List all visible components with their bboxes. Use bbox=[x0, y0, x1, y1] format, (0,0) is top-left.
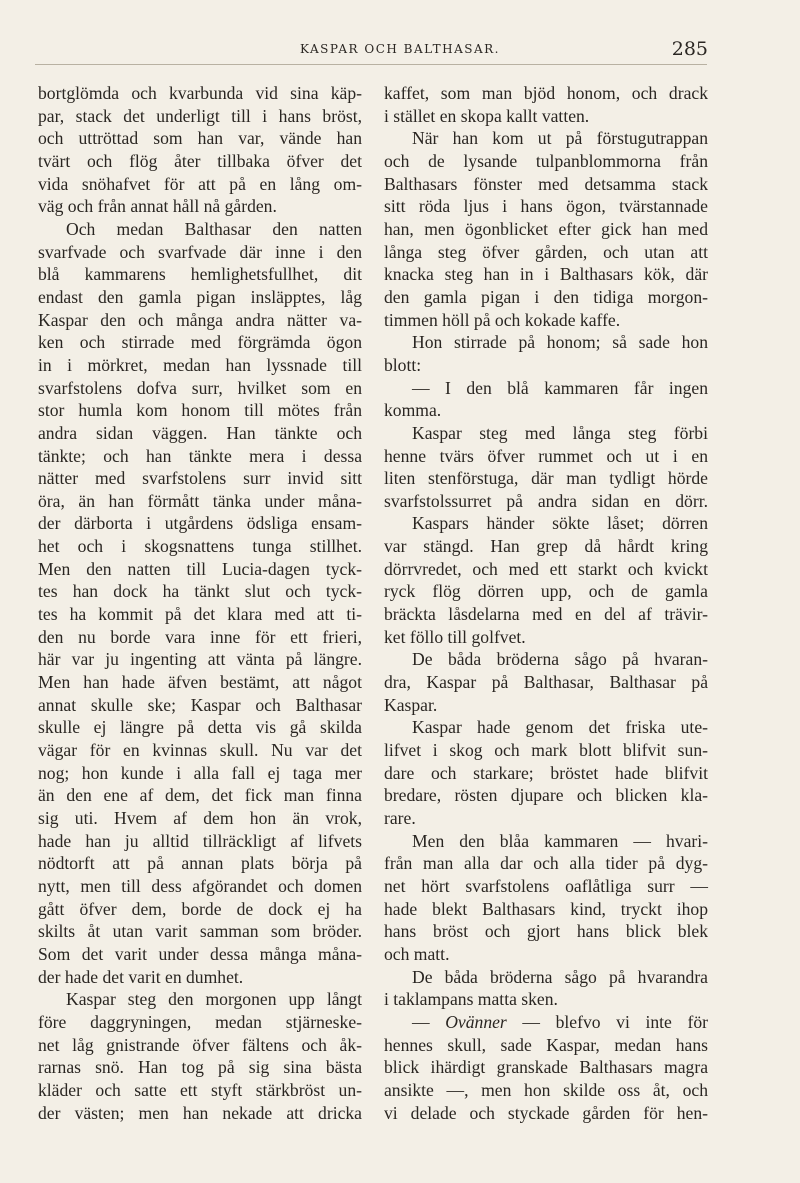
text-line: De båda bröderna sågo på hvaran- bbox=[412, 649, 708, 670]
text-line: svarfstolssurret på andra sidan en dörr. bbox=[384, 490, 708, 511]
text-line: öra, än han förmått tänka under måna- bbox=[38, 490, 362, 511]
text-line: dra, Kaspar på Balthasar, Balthasar på bbox=[384, 672, 708, 693]
text-line: gått öfver dem, borde de dock ej ha bbox=[38, 898, 362, 919]
text-line: Kaspar steg den morgonen upp långt bbox=[66, 989, 362, 1010]
text-line: i taklampans matta sken. bbox=[384, 989, 558, 1010]
text-line: från man alla dar och alla tider på dyg- bbox=[384, 853, 708, 874]
text-line: — I den blå kammaren får ingen bbox=[412, 377, 708, 398]
text-line: den nu borde vara inne för ett frieri, bbox=[38, 626, 362, 647]
text-line: än den ene af dem, det fick man finna bbox=[38, 785, 362, 806]
text-line: ansikte —, men hon skilde oss åt, och bbox=[384, 1079, 708, 1100]
text-line: nödtorft att på annan plats börja på bbox=[38, 853, 362, 874]
text-line: Men den blåa kammaren — hvari- bbox=[412, 830, 708, 851]
text-line: blick ihärdigt granskade Balthasars magra bbox=[384, 1057, 708, 1078]
text-line: hade han ju alltid tillräckligt af lifvets bbox=[38, 830, 362, 851]
page-number: 285 bbox=[671, 38, 708, 60]
text-line: tes han dock ha tänkt slut och tyck- bbox=[38, 581, 362, 602]
text-line-dash: — bbox=[412, 1011, 446, 1032]
italic-word: Ovänner bbox=[445, 1011, 507, 1032]
text-line: kaffet, som man bjöd honom, och drack bbox=[384, 83, 708, 103]
text-line: Men han hade äfven bestämt, att något bbox=[38, 672, 362, 693]
text-line: endast den gamla pigan insläpptes, låg bbox=[38, 286, 362, 307]
text-line: komma. bbox=[384, 400, 442, 421]
text-line: vida snöhafvet för att på en lång om- bbox=[38, 173, 362, 194]
text-line: kläder och satte ett styft stärkbröst un- bbox=[38, 1079, 362, 1100]
text-line: dare och starkare; bröstet hade blifvit bbox=[384, 762, 708, 783]
text-line: vi delade och styckade gården för hen- bbox=[384, 1102, 708, 1123]
text-line: hennes skull, sade Kaspar, medan hans bbox=[384, 1034, 708, 1055]
text-line: De båda bröderna sågo på hvarandra bbox=[412, 966, 708, 987]
text-line: par, stack det underligt till i hans bröst, bbox=[38, 105, 362, 126]
text-line: tvärt och flög åter tillbaka öfver det bbox=[38, 150, 362, 171]
text-line: nätter med svarfstolens surr invid sitt bbox=[38, 468, 362, 489]
text-line: nytt, men till dess afgörandet och domen bbox=[38, 875, 362, 896]
text-line: sitt röda ljus i hans ögon, tvärstannade bbox=[384, 196, 708, 217]
text-line: här var ju ingenting att vänta på längre. bbox=[38, 649, 362, 670]
text-line: vägar för en kvinnas skull. Nu var det bbox=[38, 740, 362, 761]
text-line: bredare, rösten djupare och blicken kla- bbox=[384, 785, 708, 806]
text-line: Kaspar hade genom det friska ute- bbox=[412, 717, 708, 738]
text-line: När han kom ut på förstugutrappan bbox=[412, 128, 708, 149]
text-line: före daggryningen, medan stjärneske- bbox=[38, 1011, 362, 1032]
text-line: hans bröst och gjort hans blick blek bbox=[384, 921, 708, 942]
text-line: Och medan Balthasar den natten bbox=[66, 218, 362, 239]
text-line: nog; hon kunde i alla fall ej taga mer bbox=[38, 762, 362, 783]
text-line: annat skulle ske; Kaspar och Balthasar bbox=[38, 694, 362, 715]
text-line: Balthasars fönster med detsamma stack bbox=[384, 173, 708, 194]
text-line: var stängd. Han grep då hårdt kring bbox=[384, 536, 708, 557]
text-line: Kaspar. bbox=[384, 694, 438, 715]
text-line: liten stenförstuga, där man tydligt hörde bbox=[384, 468, 708, 489]
text-line: Kaspar den och många andra nätter va- bbox=[38, 309, 362, 330]
text-line: der västen; men han nekade att dricka bbox=[38, 1102, 362, 1123]
text-line: ryck flög dörren upp, och de gamla bbox=[384, 581, 708, 602]
text-line: het och i skogsnattens tunga stillhet. bbox=[38, 536, 362, 557]
text-line: väg och från annat håll nå gården. bbox=[38, 196, 277, 217]
text-line: Hon stirrade på honom; så sade hon bbox=[412, 332, 708, 353]
text-line: rare. bbox=[384, 808, 416, 828]
text-line: Men den natten till Lucia-dagen tyck- bbox=[38, 558, 362, 579]
text-line-rest: — blefvo vi inte för bbox=[506, 1011, 708, 1032]
header-rule bbox=[35, 64, 707, 65]
text-line: tes ha kommit på det klara med att ti- bbox=[38, 604, 362, 625]
text-line: in i mörkret, medan han lyssnade till bbox=[38, 354, 362, 375]
text-line: Kaspar steg med långa steg förbi bbox=[412, 422, 708, 443]
text-line: Kaspars händer sökte låset; dörren bbox=[412, 513, 708, 534]
right-text-column bbox=[384, 82, 708, 1124]
text-line: han, men ögonblicket efter gick han med bbox=[384, 218, 708, 239]
text-line: och de lysande tulpanblommorna från bbox=[384, 150, 708, 171]
text-line: den gamla pigan i den tidiga morgon- bbox=[384, 286, 708, 307]
text-line: skilts åt utan varit samman som bröder. bbox=[38, 921, 362, 942]
text-line: stor humla kom honom till mötes från bbox=[38, 400, 362, 421]
text-line: knacka steg han in i Balthasars kök, där bbox=[384, 264, 708, 285]
text-line: svarfstolens dofva surr, hvilket som en bbox=[38, 377, 362, 398]
text-line: skulle ej längre på detta vis gå skilda bbox=[38, 717, 362, 738]
text-line: i stället en skopa kallt vatten. bbox=[384, 105, 590, 126]
text-line: ket föllo till golfvet. bbox=[384, 626, 526, 647]
text-line: rarnas snö. Han tog på sig sina bästa bbox=[38, 1057, 362, 1078]
left-text-column bbox=[38, 82, 362, 1124]
text-line: hade blekt Balthasars kind, tryckt ihop bbox=[384, 898, 708, 919]
text-line: svarfvade och svarfvade där inne i den bbox=[38, 241, 362, 262]
running-title: KASPAR OCH BALTHASAR. bbox=[300, 42, 500, 56]
text-line: och uttröttad som han var, vände han bbox=[38, 128, 362, 149]
text-line bbox=[384, 1011, 708, 1034]
text-line: blott: bbox=[384, 354, 422, 375]
text-line: blå kammarens hemlighetsfullhet, dit bbox=[38, 264, 362, 285]
text-line: andra sidan väggen. Han tänkte och bbox=[38, 422, 362, 443]
text-line: bräckta låsdelarna med en del af trävir- bbox=[384, 604, 708, 625]
text-line: net hört svarfstolens oaflåtliga surr — bbox=[384, 875, 708, 896]
text-line: lifvet i skog och mark blott blifvit sun- bbox=[384, 740, 708, 761]
text-line: långa steg öfver gården, och utan att bbox=[384, 241, 708, 262]
text-line: der därborta i utgårdens ödsliga ensam- bbox=[38, 513, 362, 534]
text-line: henne tvärs öfver rummet och ut i en bbox=[384, 445, 708, 466]
text-line: der hade det varit en dumhet. bbox=[38, 966, 244, 987]
text-line: ken och stirrade med förgrämda ögon bbox=[38, 332, 362, 353]
text-line: net låg gnistrande öfver fältens och åk- bbox=[38, 1034, 362, 1055]
text-line: dörrvredet, och med ett starkt och kvickt bbox=[384, 558, 708, 579]
text-line: och matt. bbox=[384, 943, 450, 964]
text-line: sig uti. Hvem af dem hon än vrok, bbox=[38, 808, 362, 828]
text-line: tänkte; och han tänkte mera i dessa bbox=[38, 445, 362, 466]
text-line: Som det varit under dessa många måna- bbox=[38, 943, 362, 964]
text-line: bortglömda och kvarbunda vid sina käp- bbox=[38, 83, 362, 103]
text-line: timmen höll på och kokade kaffe. bbox=[384, 309, 621, 330]
